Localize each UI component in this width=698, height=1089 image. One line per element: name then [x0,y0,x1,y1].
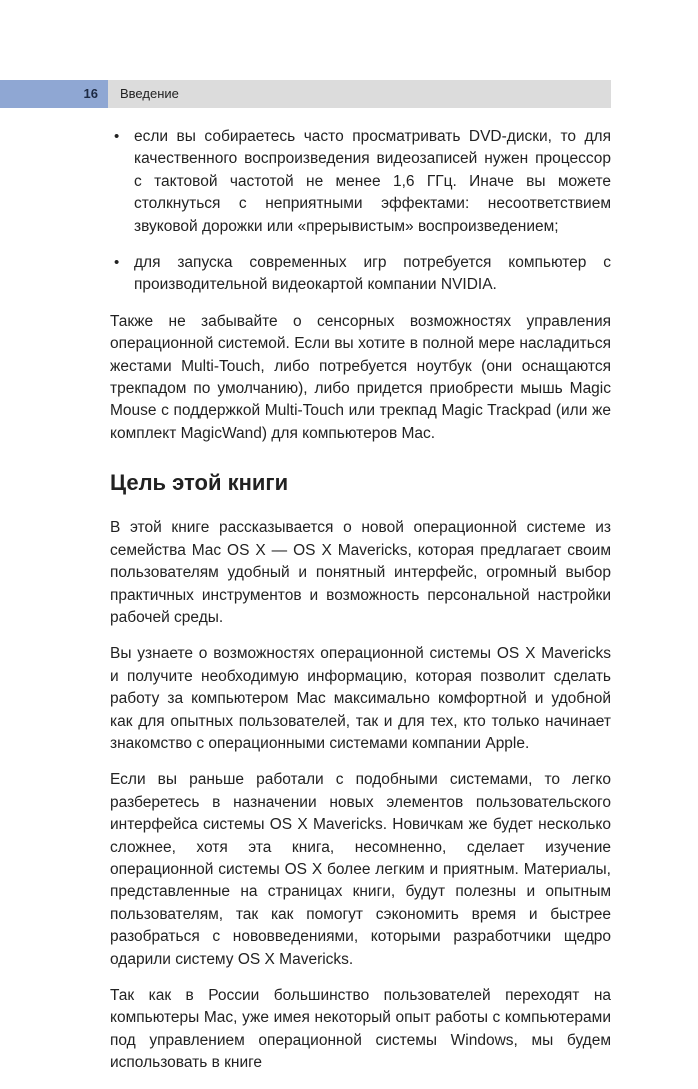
bullet-text: если вы собираетесь часто просматривать DVD-диски, то для качественного воспроизведения видеозаписей нужен процессор с тактовой частотой не менее 1,6 ГГц. Иначе вы можете столкнуться с неприятными эффектами: несоответствием звуковой дорожки или «прерывистым» воспроизведением; [134,128,611,235]
list-item [110,126,611,238]
page-body [110,126,611,1089]
bullet-icon: • [114,254,120,272]
paragraph: Также не забывайте о сенсорных возможностях управления операционной системой. Если вы хотите в полной мере насладиться жестами Multi-Touch, либо потребуется ноутбук (они оснащаются трекпадом по умолчанию), либо придется приобрести мышь Magic Mouse с поддержкой Multi-Touch или трекпад Magic Trackpad (или же комплект MagicWand) для компьютеров Mac. [110,312,611,442]
running-header [0,80,611,108]
paragraph: Вы узнаете о возможностях операционной системы OS X Mavericks и получите необходимую информацию, которая позволит сделать работу за компьютером Mac максимально комфортной и удобной как для опытных пользователей, так и для тех, кто только начинает знакомство с операционными системами компании Apple. [110,645,611,752]
bullet-list [110,126,611,297]
bullet-icon: • [114,128,120,145]
chapter-title: Введение [120,86,179,101]
page-number-box [0,80,108,108]
chapter-title-box [108,80,611,108]
paragraph: В этой книге рассказывается о новой операционной системе из семейства Mac OS X — OS X Mavericks, которая предлагает своим пользователям удобный и понятный интерфейс, огромный выбор практичных инструментов и возможность персональной настройки рабочей среды. [110,519,611,626]
section-heading: Цель этой книги [110,470,289,496]
paragraph: Так как в России большинство пользователей переходят на компьютеры Mac, уже имея некоторый опыт работы с компьютерами под управлением операционной системы Windows, мы будем использовать в книге [110,987,611,1072]
list-item [110,252,611,297]
paragraph: Если вы раньше работали с подобными системами, то легко разберетесь в назначении новых элементов пользовательского интерфейса системы OS X Mavericks. Новичкам же будет несколько сложнее, хотя эта книга, несомненно, сделает изучение операционной системы OS X более легким и приятным. Материалы, представленные на страницах книги, будут полезны и опытным пользователям, так как помогут сэкономить время и быстрее разобраться с нововведениями, которыми разработчики щедро одарили систему OS X Mavericks. [110,771,611,968]
page-number: 16 [83,86,98,101]
bullet-text: для запуска современных игр потребуется компьютер с производительной видеокартой компании NVIDIA. [134,254,611,294]
